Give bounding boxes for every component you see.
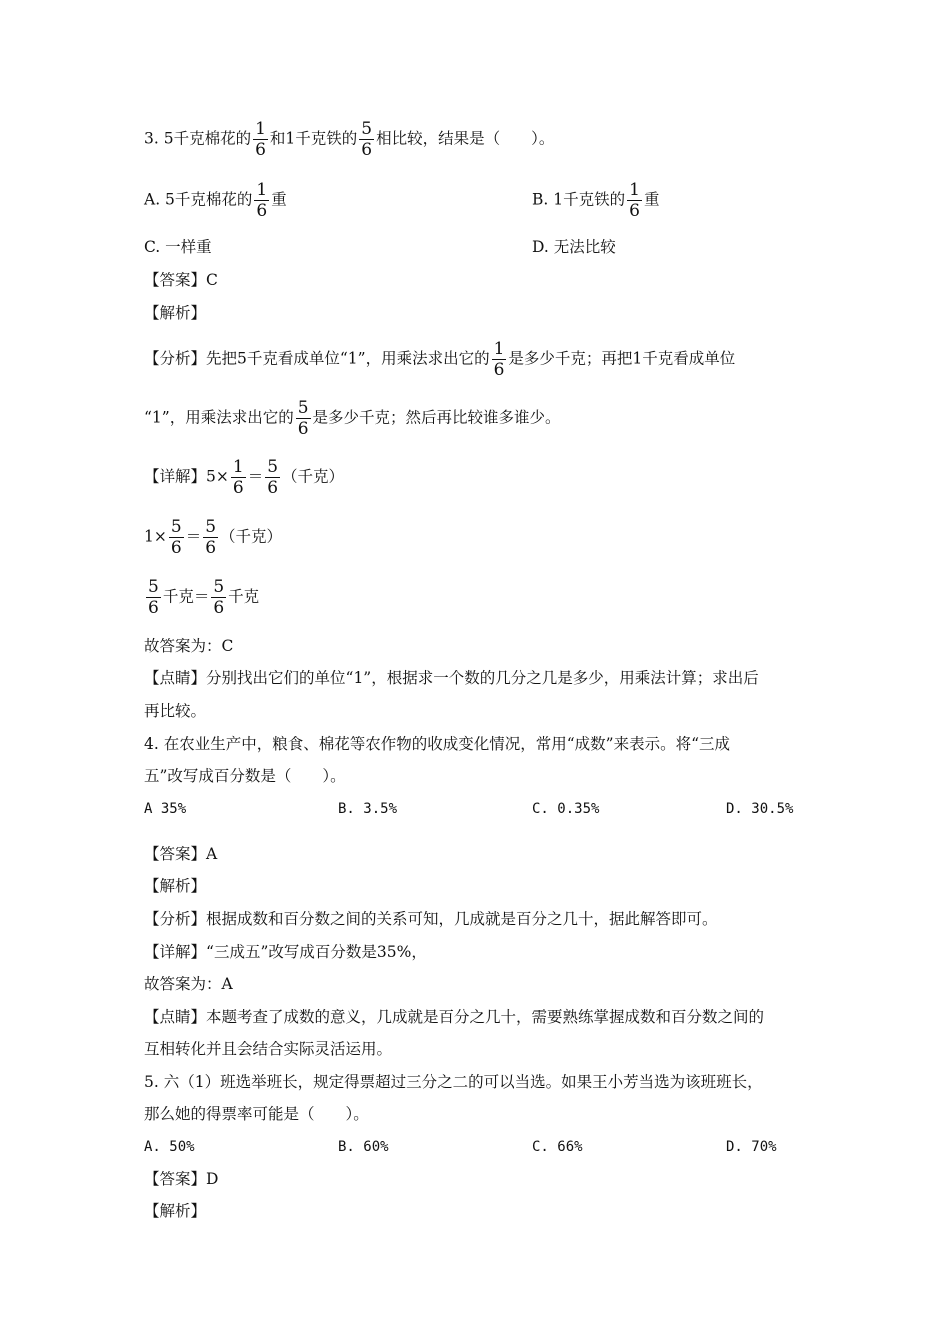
q5-option-b: B. 60%	[338, 1139, 389, 1155]
denominator: 6	[148, 598, 159, 618]
q5-option-c: C. 66%	[532, 1139, 583, 1155]
q3-option-b	[532, 181, 659, 220]
q3-eq3	[144, 578, 259, 617]
eq-text: （千克）	[220, 527, 283, 546]
eq-text: ＝	[247, 467, 264, 486]
numerator: 1	[629, 180, 640, 200]
fraction	[254, 181, 269, 220]
q4-final-answer: 故答案为：A	[144, 975, 233, 993]
answer-value: C	[206, 271, 218, 289]
q5-answer	[144, 1168, 218, 1190]
denominator: 6	[629, 201, 640, 221]
eq-text: 千克	[228, 587, 260, 606]
fraction	[253, 120, 268, 159]
q4-option-b: B. 3.5%	[338, 801, 398, 817]
numerator: 5	[213, 577, 225, 597]
fraction	[492, 340, 507, 379]
fraction	[231, 458, 246, 497]
q3-answer	[144, 269, 218, 291]
option-text: B. 1千克铁的	[532, 190, 626, 209]
denominator: 6	[267, 478, 279, 498]
q5-stem-line2: 那么她的得票率可能是（ ）。	[144, 1105, 369, 1123]
fenxi-tag: 【分析】	[144, 910, 207, 928]
denominator: 6	[213, 598, 225, 618]
fraction	[296, 399, 311, 438]
numerator: 5	[148, 577, 159, 597]
q4-fenxi	[144, 908, 718, 930]
fenxi-text: 先把5千克看成单位“1”，用乘法求出它的	[206, 349, 490, 368]
fenxi-text: 根据成数和百分数之间的关系可知，几成就是百分之几十，据此解答即可。	[206, 910, 718, 928]
dianjing-text: 分别找出它们的单位“1”，根据求一个数的几分之几是多少，用乘法计算；求出后	[206, 669, 759, 687]
denominator: 6	[255, 140, 266, 160]
xiangjie-tag: 【详解】	[144, 943, 207, 961]
fenxi-tag: 【分析】	[144, 349, 207, 368]
numerator: 1	[232, 457, 244, 477]
q3-xiangjie-eq1	[144, 458, 344, 497]
fraction	[146, 578, 161, 617]
xiangjie-tag: 【详解】	[144, 467, 207, 486]
numerator: 5	[170, 517, 182, 537]
dianjing-tag: 【点睛】	[144, 669, 207, 687]
q3-dianjing-line2: 再比较。	[144, 702, 207, 720]
option-text: A. 5千克棉花的	[144, 190, 253, 209]
numerator: 1	[256, 180, 268, 200]
numerator: 5	[361, 119, 373, 139]
q4-stem-line2: 五”改写成百分数是（ ）。	[144, 767, 346, 785]
q4-option-d: D. 30.5%	[726, 801, 794, 817]
numerator: 5	[297, 398, 309, 418]
denominator: 6	[205, 538, 217, 558]
dianjing-text: 本题考查了成数的意义，几成就是百分之几十，需要熟练掌握成数和百分数之间的	[206, 1008, 765, 1026]
eq-text: 千克＝	[162, 587, 210, 606]
fraction	[211, 578, 226, 617]
q5-analysis-tag: 【解析】	[144, 1202, 207, 1220]
answer-tag: 【答案】	[144, 845, 207, 863]
option-text: 重	[271, 190, 287, 209]
numerator: 5	[267, 457, 279, 477]
fraction	[359, 120, 374, 159]
q4-dianjing-line2: 互相转化并且会结合实际灵活运用。	[144, 1040, 393, 1058]
q3-option-d: D. 无法比较	[532, 238, 616, 256]
q4-analysis-tag: 【解析】	[144, 877, 207, 895]
q3-option-a	[144, 181, 287, 220]
q3-analysis-tag: 【解析】	[144, 304, 207, 322]
q4-option-c: C. 0.35%	[532, 801, 600, 817]
q3-fenxi-line1	[144, 340, 735, 379]
q3-final-answer: 故答案为：C	[144, 637, 234, 655]
option-text: 重	[643, 190, 660, 209]
denominator: 6	[170, 538, 182, 558]
q3-stem-part: 3. 5千克棉花的	[144, 129, 252, 148]
q4-answer	[144, 843, 217, 865]
denominator: 6	[493, 360, 505, 380]
answer-tag: 【答案】	[144, 271, 207, 289]
q3-stem	[144, 120, 554, 159]
q5-option-a: A. 50%	[144, 1139, 195, 1155]
fenxi-text: “1”，用乘法求出它的	[144, 408, 294, 427]
fraction	[169, 518, 184, 557]
denominator: 6	[232, 478, 244, 498]
answer-tag: 【答案】	[144, 1170, 207, 1188]
denominator: 6	[361, 140, 373, 160]
fraction	[265, 458, 280, 497]
q3-stem-part: 和1千克铁的	[269, 129, 358, 148]
q5-option-d: D. 70%	[726, 1139, 777, 1155]
eq-text: 5×	[206, 467, 229, 486]
fenxi-text: 是多少千克；再把1千克看成单位	[508, 349, 736, 368]
q4-dianjing-line1	[144, 1006, 764, 1028]
eq-text: ＝	[185, 527, 202, 546]
fraction	[627, 181, 642, 220]
q3-stem-part: 相比较，结果是（ ）。	[376, 129, 555, 148]
q3-dianjing-line1	[144, 667, 759, 689]
numerator: 5	[205, 517, 217, 537]
answer-value: D	[206, 1170, 219, 1188]
answer-value: A	[206, 845, 218, 863]
fenxi-text: 是多少千克；然后再比较谁多谁少。	[312, 408, 561, 427]
q4-option-a: A 35%	[144, 801, 187, 817]
fraction	[203, 518, 218, 557]
q5-stem-line1: 5. 六（1）班选举班长，规定得票超过三分之二的可以当选。如果王小芳当选为该班班长，	[144, 1073, 763, 1091]
denominator: 6	[297, 419, 309, 439]
numerator: 1	[493, 339, 505, 359]
q3-eq2	[144, 518, 282, 557]
q4-xiangjie	[144, 941, 427, 963]
q4-stem-line1: 4. 在农业生产中，粮食、棉花等农作物的收成变化情况，常用“成数”来表示。将“三成	[144, 735, 730, 753]
denominator: 6	[256, 201, 268, 221]
q3-fenxi-line2	[144, 399, 561, 438]
q3-option-c: C. 一样重	[144, 238, 212, 256]
eq-text: 1×	[144, 527, 167, 546]
eq-text: （千克）	[282, 467, 345, 486]
xiangjie-text: “三成五”改写成百分数是35%，	[206, 943, 427, 961]
numerator: 1	[255, 119, 266, 139]
dianjing-tag: 【点睛】	[144, 1008, 207, 1026]
